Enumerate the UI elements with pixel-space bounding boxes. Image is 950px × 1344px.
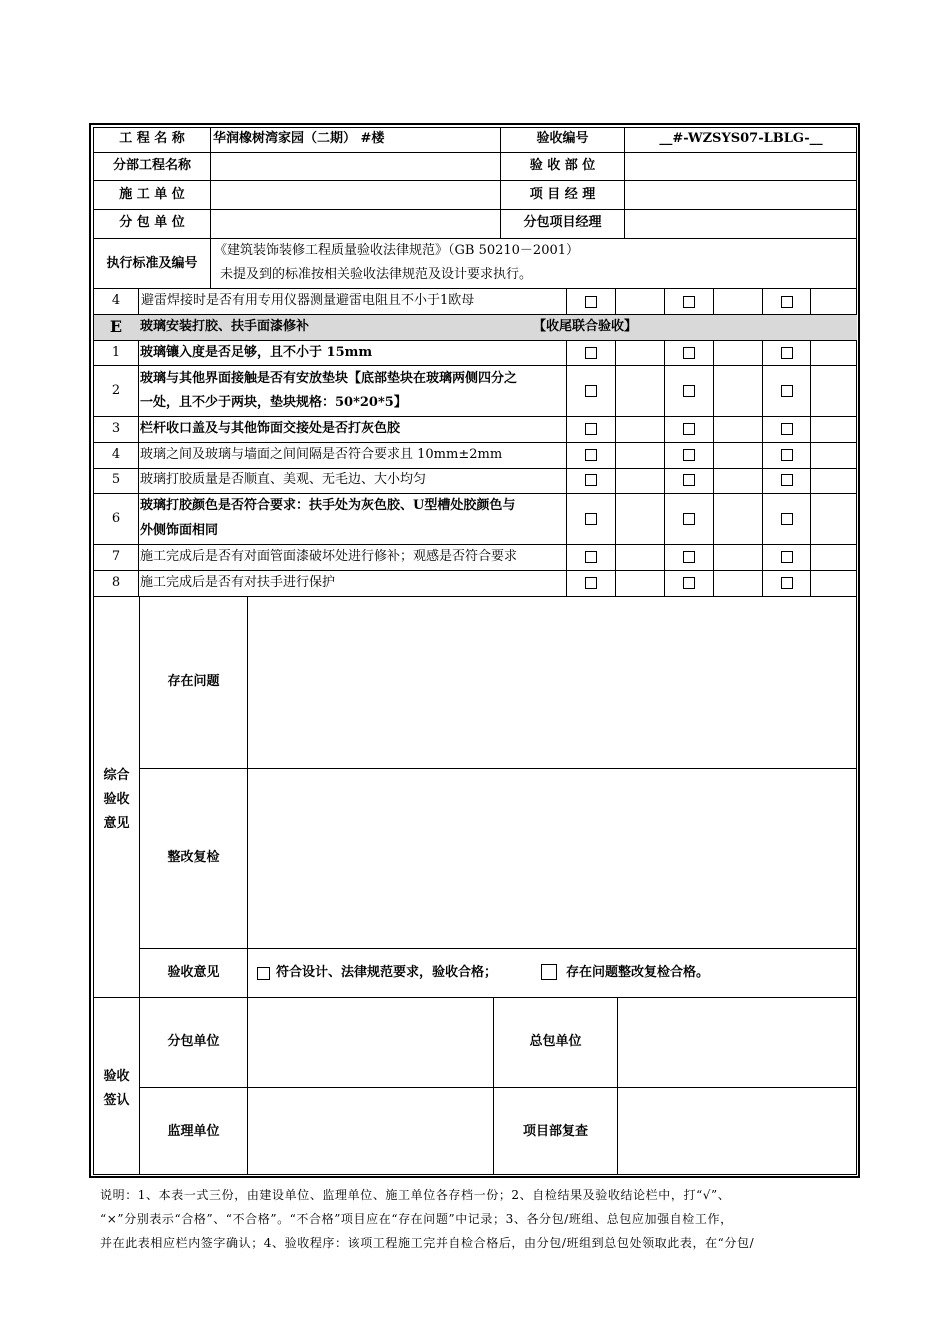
item-text: 玻璃镶入度是否足够，且不小于 15mm — [140, 345, 373, 360]
section-letter: E — [109, 317, 123, 336]
checkbox[interactable] — [781, 385, 793, 397]
checkbox[interactable] — [585, 551, 597, 563]
summary-label: 意见 — [103, 816, 130, 831]
recheck-label: 整改复检 — [167, 850, 220, 865]
sub-project-manager-label: 分包项目经理 — [523, 215, 602, 230]
item-number: 1 — [111, 345, 121, 360]
checkbox[interactable] — [585, 385, 597, 397]
item-text: 施工完成后是否有对面管面漆破坏处进行修补；观感是否符合要求 — [140, 549, 518, 564]
checkbox[interactable] — [781, 513, 793, 525]
subcontractor-label: 分 包 单 位 — [119, 215, 185, 230]
item-number: 7 — [111, 549, 121, 564]
checkbox[interactable] — [585, 449, 597, 461]
acceptance-part-label: 验 收 部 位 — [529, 158, 596, 173]
project-dept-review-label: 项目部复查 — [522, 1124, 588, 1139]
item-text: 栏杆收口盖及与其他饰面交接处是否打灰色胶 — [140, 421, 401, 436]
checkbox[interactable] — [585, 513, 597, 525]
sub-project-label: 分部工程名称 — [112, 158, 191, 173]
item-text: 玻璃打胶颜色是否符合要求：扶手处为灰色胶、U型槽处胶颜色与 — [140, 498, 516, 513]
section-title: 玻璃安装打胶、扶手面漆修补 — [140, 319, 310, 334]
checkbox[interactable] — [781, 577, 793, 589]
checkbox[interactable] — [585, 577, 597, 589]
opinion-label: 验收意见 — [167, 965, 220, 980]
note-line-3: 并在此表相应栏内签字确认；4、验收程序：该项工程施工完并自检合格后，由分包/班组到总包处领取此表，在“分包/ — [100, 1236, 755, 1250]
item-text: 玻璃打胶质量是否顺直、美观、无毛边、大小均匀 — [140, 472, 427, 487]
item-text: 玻璃之间及玻璃与墙面之间间隔是否符合要求且 10mm±2mm — [140, 447, 503, 462]
item-text-continued: 一处，且不少于两块，垫块规格：50*20*5】 — [140, 395, 407, 410]
form-inner-border — [93, 127, 857, 1175]
constructor-label: 施 工 单 位 — [119, 187, 185, 202]
checkbox[interactable] — [585, 423, 597, 435]
checkbox[interactable] — [683, 296, 695, 308]
problems-label: 存在问题 — [167, 674, 220, 689]
checkbox[interactable] — [781, 551, 793, 563]
project-manager-label: 项 目 经 理 — [529, 187, 596, 202]
standard-line-2: 未提及到的标准按相关验收法律规范及设计要求执行。 — [220, 267, 533, 282]
subcontractor-sign-label: 分包单位 — [167, 1034, 220, 1049]
item-number: 4 — [111, 447, 121, 462]
item-text: 避雷焊接时是否有用专用仪器测量避雷电阻且不小于1欧母 — [141, 293, 475, 308]
note-line-2: “×”分别表示“合格”、“不合格”。“不合格”项目应在“存在问题”中记录；3、各分包/班组、总包应加强自检工作， — [100, 1212, 733, 1226]
item-number: 5 — [111, 472, 121, 487]
checkbox[interactable] — [683, 474, 695, 486]
standard-line-1: 《建筑装饰装修工程质量验收法律规范》（GB 50210－2001） — [214, 243, 580, 258]
standard-label: 执行标准及编号 — [106, 256, 198, 271]
project-name-value: 华润橡树湾家园（二期） #楼 — [213, 131, 385, 146]
note-line-1: 说明：1、本表一式三份，由建设单位、监理单位、施工单位各存档一份；2、自检结果及验收结论栏中，打“√”、 — [100, 1188, 731, 1202]
checkbox[interactable] — [683, 347, 695, 359]
general-contractor-sign-label: 总包单位 — [529, 1034, 582, 1049]
summary-label: 验收 — [103, 792, 130, 807]
item-text: 施工完成后是否有对扶手进行保护 — [140, 575, 336, 590]
checkbox[interactable] — [683, 513, 695, 525]
acceptance-number-value: __#-WZSYS07-LBLG-__ — [659, 131, 823, 146]
supervisor-sign-label: 监理单位 — [167, 1124, 220, 1139]
item-text-continued: 外侧饰面相同 — [140, 523, 219, 538]
item-number: 6 — [111, 511, 121, 526]
fail-checkbox[interactable] — [541, 964, 557, 980]
checkbox[interactable] — [683, 385, 695, 397]
checkbox[interactable] — [585, 347, 597, 359]
checkbox[interactable] — [781, 347, 793, 359]
checkbox[interactable] — [683, 423, 695, 435]
checkbox[interactable] — [781, 449, 793, 461]
signoff-label: 签认 — [103, 1093, 130, 1108]
checkbox[interactable] — [683, 449, 695, 461]
checkbox[interactable] — [683, 577, 695, 589]
item-number: 4 — [111, 293, 121, 308]
checkbox[interactable] — [683, 551, 695, 563]
item-number: 8 — [111, 575, 121, 590]
pass-option-text: 符合设计、法律规范要求，验收合格； — [276, 965, 498, 980]
project-name-label: 工 程 名 称 — [119, 131, 185, 146]
section-tag: 【收尾联合验收】 — [533, 319, 638, 334]
item-number: 3 — [111, 421, 121, 436]
item-number: 2 — [111, 383, 121, 398]
acceptance-number-label: 验收编号 — [536, 131, 589, 146]
fail-option-text: 存在问题整改复检合格。 — [566, 965, 710, 980]
checkbox[interactable] — [781, 423, 793, 435]
signoff-label: 验收 — [103, 1069, 130, 1084]
checkbox[interactable] — [585, 474, 597, 486]
pass-checkbox[interactable] — [257, 967, 270, 980]
checkbox[interactable] — [585, 296, 597, 308]
checkbox[interactable] — [781, 474, 793, 486]
checkbox[interactable] — [781, 296, 793, 308]
summary-label: 综合 — [103, 768, 130, 783]
item-text: 玻璃与其他界面接触是否有安放垫块【底部垫块在玻璃两侧四分之 — [140, 371, 518, 386]
